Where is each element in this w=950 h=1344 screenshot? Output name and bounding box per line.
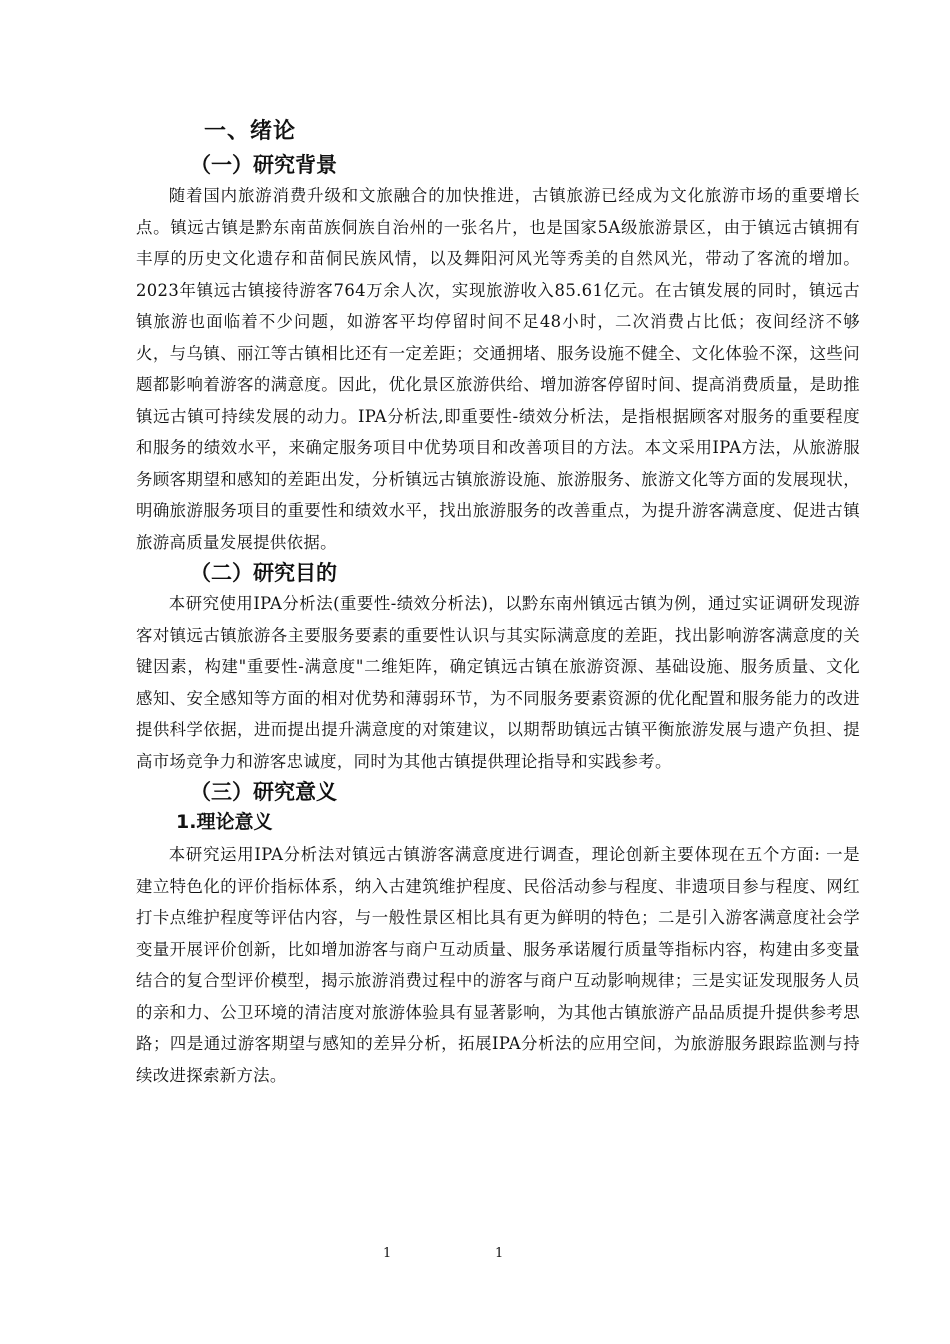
- subsection-heading-theory: 1.理论意义: [176, 811, 273, 833]
- paragraph-background: 随着国内旅游消费升级和文旅融合的加快推进，古镇旅游已经成为文化旅游市场的重要增长点。镇远古镇是黔东南苗族侗族自治州的一张名片，也是国家5A级旅游景区，由于镇远古镇拥有丰厚的历史文化遗存和苗侗民族风情，以及舞阳河风光等秀美的自然风光，带动了客流的增加。2023年镇远古镇接待游客764万余人次，实现旅游收入85.61亿元。在古镇发展的同时，镇远古镇旅游也面临着不少问题，如游客平均停留时间不足48小时，二次消费占比低；夜间经济不够火，与乌镇、丽江等古镇相比还有一定差距；交通拥堵、服务设施不健全、文化体验不深，这些问题都影响着游客的满意度。因此，优化景区旅游供给、增加游客停留时间、提高消费质量，是助推镇远古镇可持续发展的动力。IPA分析法,即重要性-绩效分析法，是指根据顾客对服务的重要程度和服务的绩效水平，来确定服务项目中优势项目和改善项目的方法。本文采用IPA方法，从旅游服务顾客期望和感知的差距出发，分析镇远古镇旅游设施、旅游服务、旅游文化等方面的发展现状，明确旅游服务项目的重要性和绩效水平，找出旅游服务的改善重点，为提升游客满意度、促进古镇旅游高质量发展提供依据。: [136, 186, 860, 552]
- page-number: 1: [495, 1246, 504, 1261]
- section-heading-background: （一）研究背景: [190, 153, 337, 177]
- section-heading-significance: （三）研究意义: [190, 780, 337, 804]
- page-body: [136, 114, 860, 1091]
- page-footer: [0, 1246, 950, 1266]
- paragraph-purpose: 本研究使用IPA分析法(重要性-绩效分析法)，以黔东南州镇远古镇为例，通过实证调研发现游客对镇远古镇旅游各主要服务要素的重要性认识与其实际满意度的差距，找出影响游客满意度的关键因素，构建"重要性-满意度"二维矩阵，确定镇远古镇在旅游资源、基础设施、服务质量、文化感知、安全感知等方面的相对优势和薄弱环节，为不同服务要素资源的优化配置和服务能力的改进提供科学依据，进而提出提升满意度的对策建议，以期帮助镇远古镇平衡旅游发展与遗产负担、提高市场竞争力和游客忠诚度，同时为其他古镇提供理论指导和实践参考。: [136, 594, 860, 771]
- section-heading-purpose: （二）研究目的: [190, 561, 337, 585]
- page-number: 1: [383, 1246, 392, 1261]
- chapter-heading: 一、绪论: [204, 119, 297, 144]
- paragraph-theory: 本研究运用IPA分析法对镇远古镇游客满意度进行调查，理论创新主要体现在五个方面: 一是建立特色化的评价指标体系，纳入古建筑维护程度、民俗活动参与程度、非遗项目参与程度、网红打卡点维护程度等评估内容，与一般性景区相比具有更为鲜明的特色；二是引入游客满意度社会学变量开展评价创新，比如增加游客与商户互动质量、服务承诺履行质量等指标内容，构建由多变量结合的复合型评价模型，揭示旅游消费过程中的游客与商户互动影响规律；三是实证发现服务人员的亲和力、公卫环境的清洁度对旅游体验具有显著影响，为其他古镇旅游产品品质提升提供参考思路；四是通过游客期望与感知的差异分析，拓展IPA分析法的应用空间，为旅游服务跟踪监测与持续改进探索新方法。: [136, 845, 860, 1085]
